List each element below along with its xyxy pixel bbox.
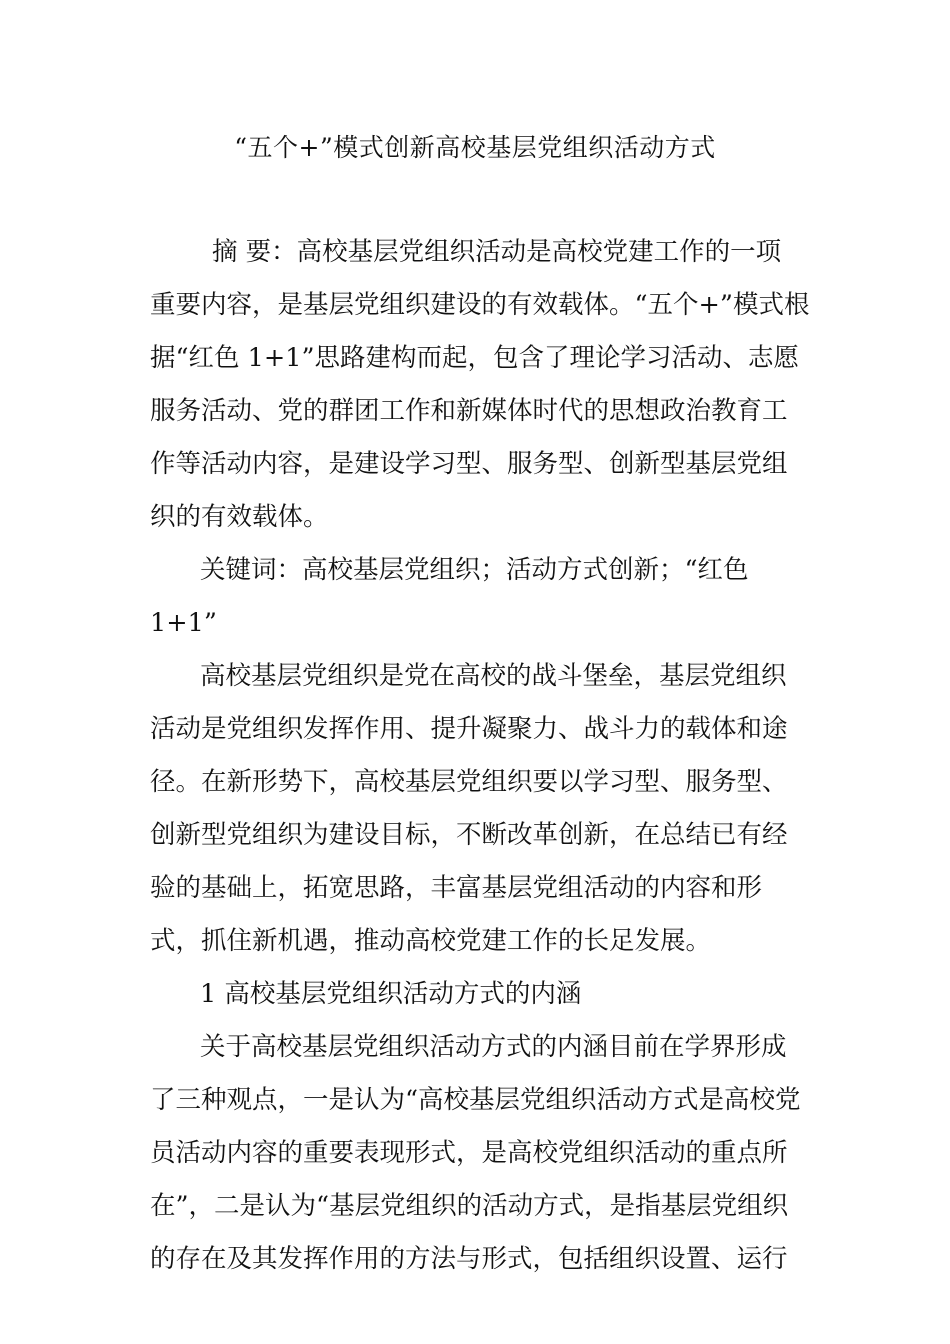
paragraph-line: 式，抓住新机遇，推动高校党建工作的长足发展。 bbox=[150, 926, 712, 956]
section-heading: 1 高校基层党组织活动方式的内涵 bbox=[200, 979, 582, 1009]
paragraph-line: 的存在及其发挥作用的方法与形式，包括组织设置、运行 bbox=[150, 1244, 788, 1274]
abstract-line: 服务活动、党的群团工作和新媒体时代的思想政治教育工 bbox=[150, 396, 788, 426]
paragraph-line: 员活动内容的重要表现形式，是高校党组织活动的重点所 bbox=[150, 1138, 788, 1168]
abstract-line: 据“红色 1+1”思路建构而起，包含了理论学习活动、志愿 bbox=[150, 343, 799, 373]
paragraph-line: 关于高校基层党组织活动方式的内涵目前在学界形成 bbox=[200, 1032, 787, 1062]
paragraph-line: 创新型党组织为建设目标，不断改革创新，在总结已有经 bbox=[150, 820, 788, 850]
paragraph-line: 高校基层党组织是党在高校的战斗堡垒，基层党组织 bbox=[200, 661, 787, 691]
keywords-line: 关键词：高校基层党组织；活动方式创新；“红色 bbox=[200, 555, 749, 585]
abstract-line: 作等活动内容，是建设学习型、服务型、创新型基层党组 bbox=[150, 449, 788, 479]
paragraph-line: 验的基础上，拓宽思路，丰富基层党组活动的内容和形 bbox=[150, 873, 763, 903]
abstract-line: 摘 要：高校基层党组织活动是高校党建工作的一项 bbox=[212, 237, 782, 267]
document-body bbox=[150, 226, 810, 1286]
paragraph-line: 了三种观点，一是认为“高校基层党组织活动方式是高校党 bbox=[150, 1085, 801, 1115]
document-title: “五个+”模式创新高校基层党组织活动方式 bbox=[234, 133, 716, 162]
paragraph-line: 径。在新形势下，高校基层党组织要以学习型、服务型、 bbox=[150, 767, 788, 797]
paragraph-line: 活动是党组织发挥作用、提升凝聚力、战斗力的载体和途 bbox=[150, 714, 788, 744]
paragraph-line: 在”，二是认为“基层党组织的活动方式，是指基层党组织 bbox=[150, 1191, 789, 1221]
abstract-line: 重要内容，是基层党组织建设的有效载体。“五个+”模式根 bbox=[150, 290, 810, 320]
keywords-line: 1+1” bbox=[150, 608, 217, 638]
abstract-line: 织的有效载体。 bbox=[150, 502, 329, 532]
